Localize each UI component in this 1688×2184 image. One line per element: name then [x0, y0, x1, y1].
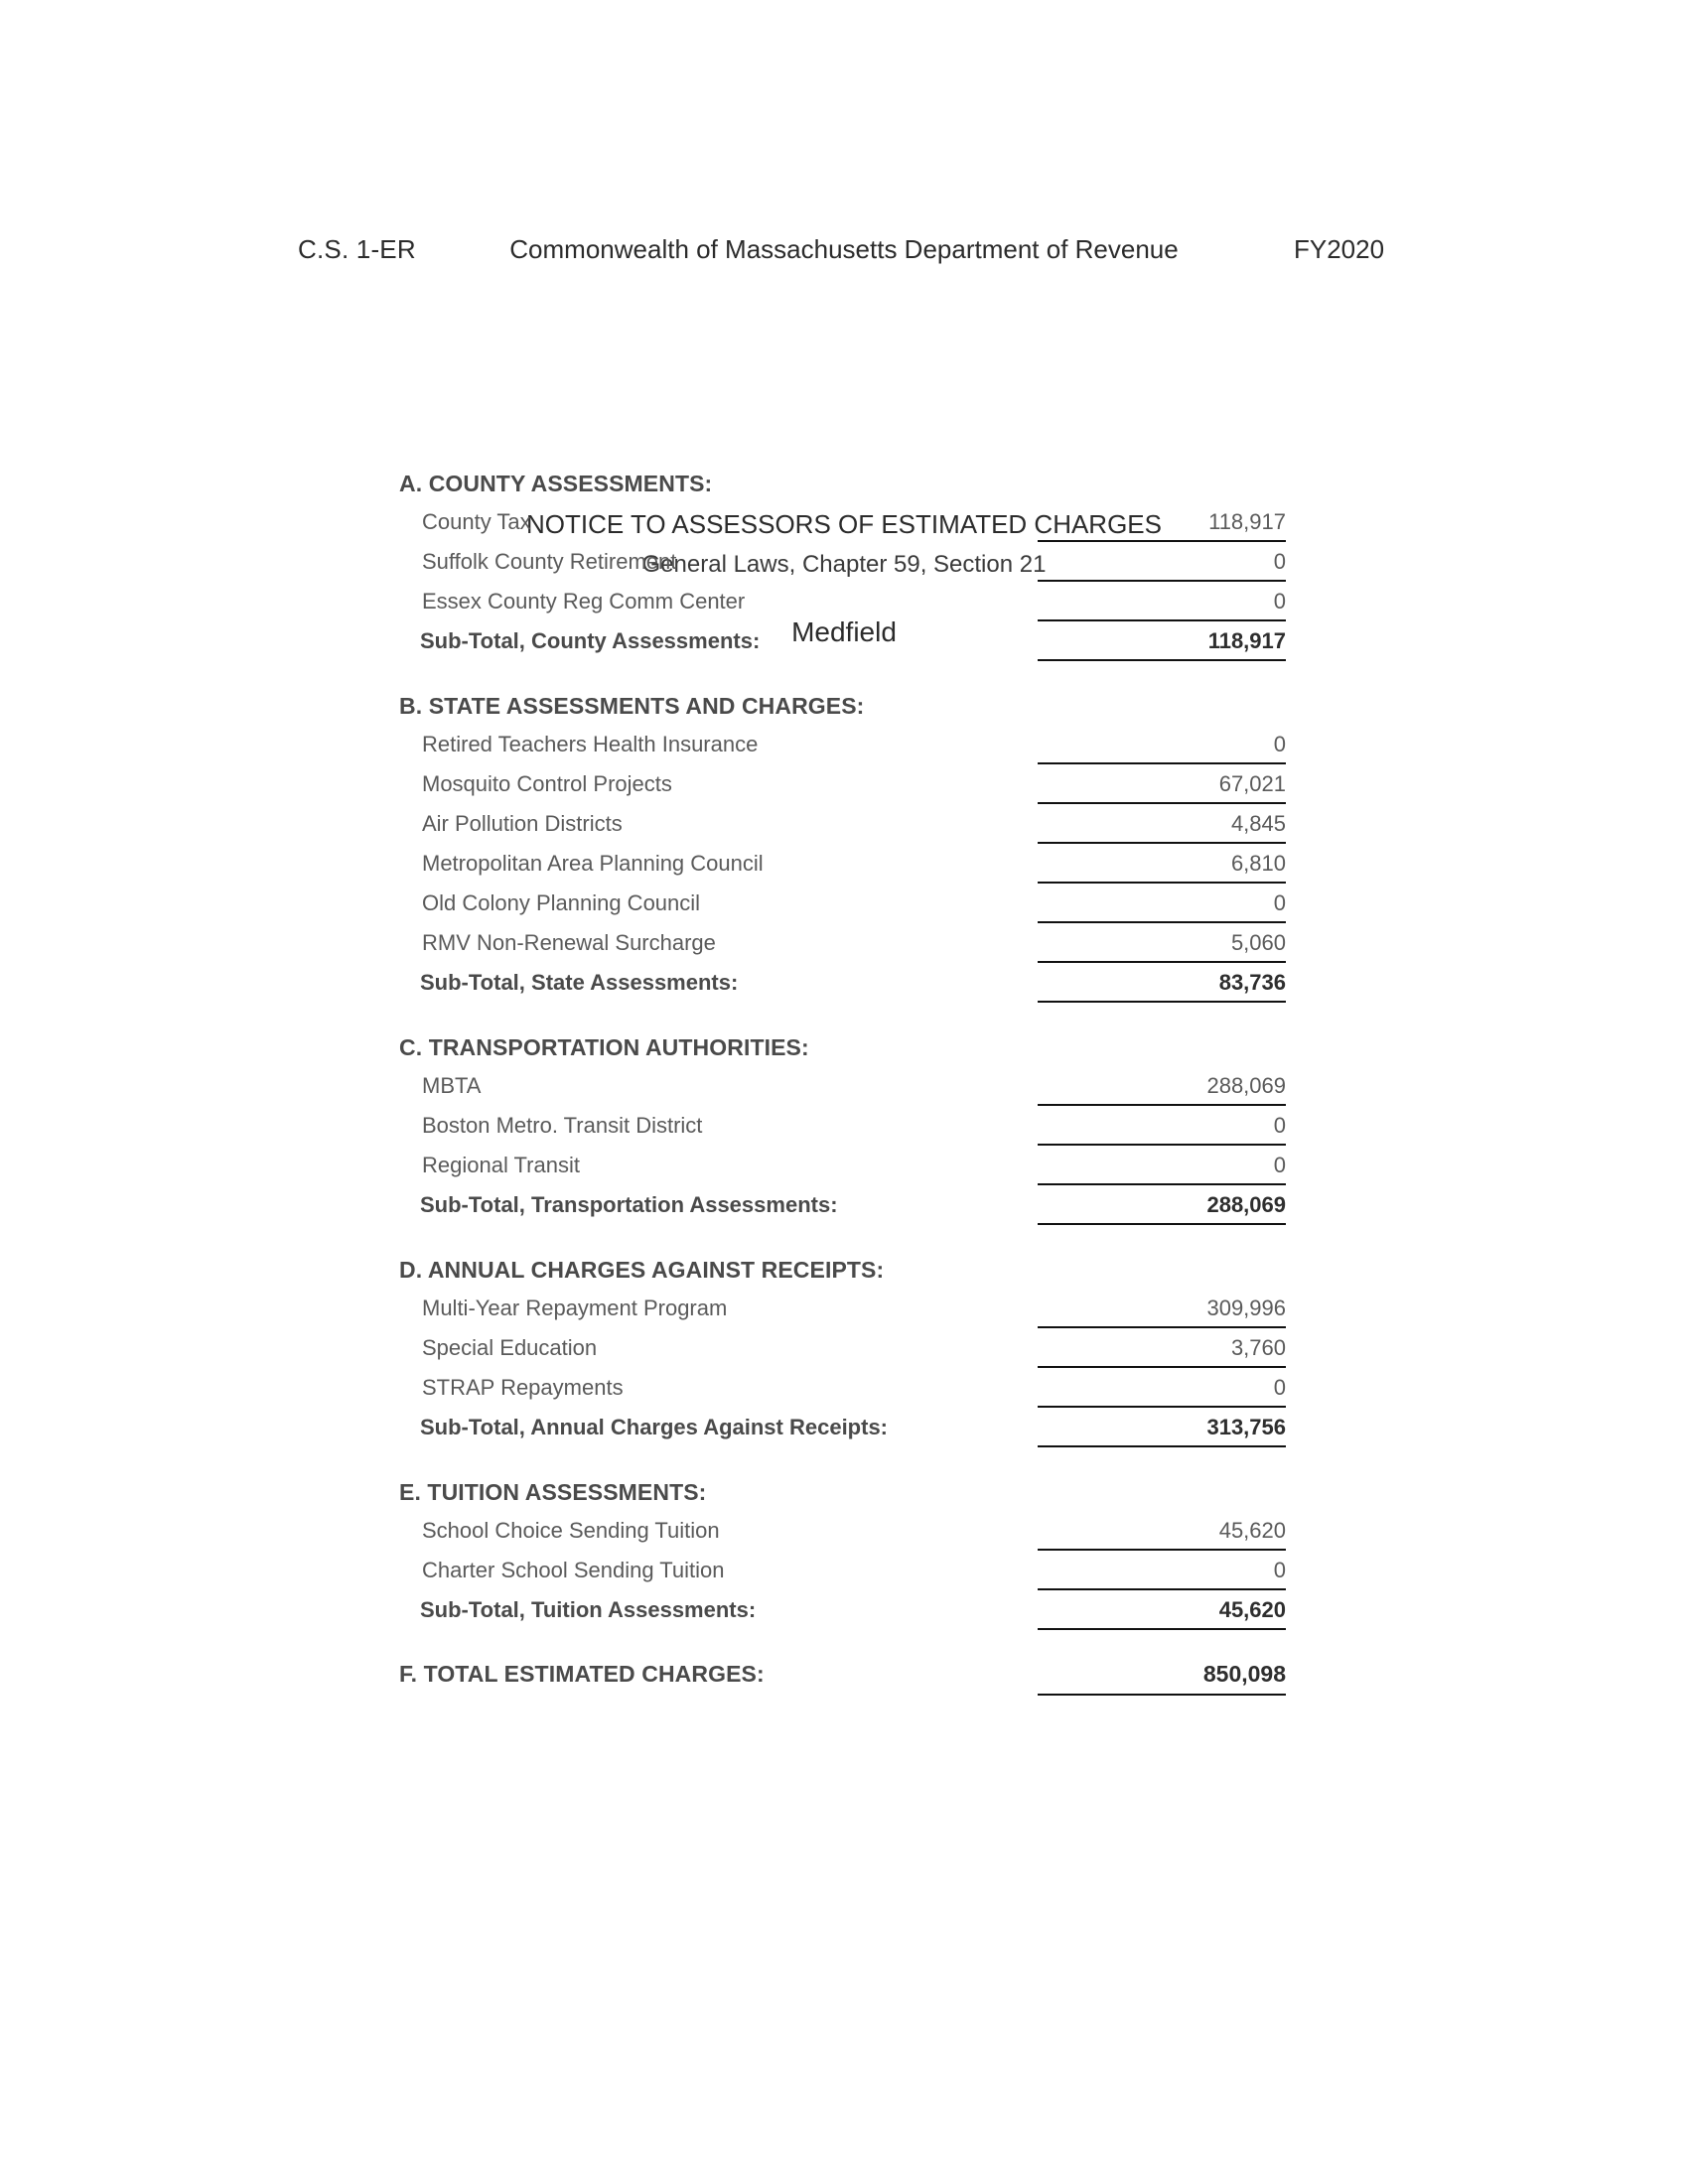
- line-item-row: [0, 1150, 1688, 1189]
- total-estimated-charges-value: 850,098: [1202, 1661, 1286, 1687]
- line-item-rule: [1038, 762, 1286, 764]
- subtotal-label: Sub-Total, State Assessments:: [420, 970, 739, 995]
- subtotal-label: Sub-Total, County Assessments:: [420, 628, 761, 653]
- line-item-value: 288,069: [1206, 1073, 1286, 1098]
- line-item-row: [0, 808, 1688, 848]
- line-item-value: 3,760: [1230, 1335, 1286, 1360]
- line-item-row: [0, 729, 1688, 768]
- line-item-rule: [1038, 540, 1286, 542]
- line-item-row: [0, 1555, 1688, 1594]
- subtotal-label: Sub-Total, Transportation Assessments:: [420, 1192, 838, 1217]
- line-item-value: 0: [1273, 1375, 1286, 1400]
- subtotal-rule: [1038, 1445, 1286, 1447]
- line-item-label: Essex County Reg Comm Center: [422, 589, 746, 614]
- section-transportation-authorities: [0, 1030, 1688, 1229]
- line-item-row: [0, 848, 1688, 887]
- line-item-row: [0, 546, 1688, 586]
- line-item-rule: [1038, 619, 1286, 621]
- line-item-row: [0, 1515, 1688, 1555]
- line-item-label: County Tax: [422, 509, 531, 534]
- line-item-value: 45,620: [1218, 1518, 1286, 1543]
- line-item-value: 0: [1273, 549, 1286, 574]
- total-estimated-charges-label: F. TOTAL ESTIMATED CHARGES:: [399, 1661, 765, 1687]
- section-annual-charges-against-receipts: [0, 1253, 1688, 1451]
- line-item-rule: [1038, 580, 1286, 582]
- subtotal-row: [0, 625, 1688, 665]
- line-item-label: Multi-Year Repayment Program: [422, 1296, 728, 1320]
- line-item-label: Suffolk County Retirement: [422, 549, 677, 574]
- line-item-row: [0, 887, 1688, 927]
- municipality-name: Medfield: [791, 616, 897, 647]
- subtotal-row: [0, 1189, 1688, 1229]
- section-heading: B. STATE ASSESSMENTS AND CHARGES:: [399, 693, 865, 719]
- line-item-row: [0, 506, 1688, 546]
- line-item-rule: [1038, 1406, 1286, 1408]
- line-item-row: [0, 927, 1688, 967]
- line-item-row: [0, 1332, 1688, 1372]
- line-item-rule: [1038, 1144, 1286, 1146]
- line-item-label: Special Education: [422, 1335, 598, 1360]
- line-item-value: 5,060: [1230, 930, 1286, 955]
- line-item-rule: [1038, 1366, 1286, 1368]
- subtotal-row: [0, 967, 1688, 1007]
- line-item-value: 0: [1273, 1558, 1286, 1582]
- line-item-value: 4,845: [1230, 811, 1286, 836]
- line-item-rule: [1038, 1326, 1286, 1328]
- line-item-rule: [1038, 1183, 1286, 1185]
- line-item-label: MBTA: [422, 1073, 482, 1098]
- line-item-row: [0, 1293, 1688, 1332]
- line-item-value: 0: [1273, 732, 1286, 756]
- subtotal-rule: [1038, 1001, 1286, 1003]
- statute-reference: General Laws, Chapter 59, Section 21: [641, 551, 1047, 578]
- line-item-label: Old Colony Planning Council: [422, 890, 701, 915]
- section-heading: E. TUITION ASSESSMENTS:: [399, 1479, 707, 1505]
- line-item-rule: [1038, 1549, 1286, 1551]
- grand-total-section: [0, 1658, 1688, 1700]
- line-item-rule: [1038, 802, 1286, 804]
- subtotal-rule: [1038, 1223, 1286, 1225]
- line-item-label: Retired Teachers Health Insurance: [422, 732, 759, 756]
- line-item-row: [0, 1110, 1688, 1150]
- total-rule: [1038, 1694, 1286, 1696]
- line-item-label: Boston Metro. Transit District: [422, 1113, 703, 1138]
- subtotal-value: 118,917: [1207, 628, 1286, 653]
- line-item-rule: [1038, 1104, 1286, 1106]
- section-state-assessments-and-charges: [0, 689, 1688, 1007]
- section-tuition-assessments: [0, 1475, 1688, 1634]
- section-heading: A. COUNTY ASSESSMENTS:: [399, 471, 713, 496]
- document-code: C.S. 1-ER: [298, 234, 416, 264]
- line-item-value: 67,021: [1218, 771, 1286, 796]
- line-item-value: 0: [1273, 1153, 1286, 1177]
- line-item-row: [0, 1070, 1688, 1110]
- subtotal-value: 288,069: [1206, 1192, 1286, 1217]
- line-item-label: Mosquito Control Projects: [422, 771, 672, 796]
- line-item-row: [0, 586, 1688, 625]
- line-item-label: RMV Non-Renewal Surcharge: [422, 930, 716, 955]
- line-item-value: 0: [1273, 1113, 1286, 1138]
- line-item-rule: [1038, 961, 1286, 963]
- line-item-value: 0: [1273, 890, 1286, 915]
- line-item-rule: [1038, 1588, 1286, 1590]
- line-item-label: Metropolitan Area Planning Council: [422, 851, 764, 876]
- subtotal-rule: [1038, 659, 1286, 661]
- line-item-value: 0: [1273, 589, 1286, 614]
- subtotal-value: 313,756: [1206, 1415, 1286, 1439]
- line-item-label: School Choice Sending Tuition: [422, 1518, 720, 1543]
- line-item-row: [0, 1372, 1688, 1412]
- line-item-rule: [1038, 882, 1286, 884]
- line-item-label: Regional Transit: [422, 1153, 580, 1177]
- line-item-label: Air Pollution Districts: [422, 811, 623, 836]
- line-item-rule: [1038, 921, 1286, 923]
- line-item-value: 309,996: [1206, 1296, 1286, 1320]
- assessments-table: [0, 467, 1688, 1700]
- total-estimated-charges-row: [0, 1658, 1688, 1700]
- section-heading: C. TRANSPORTATION AUTHORITIES:: [399, 1034, 809, 1060]
- section-heading: D. ANNUAL CHARGES AGAINST RECEIPTS:: [399, 1257, 885, 1283]
- line-item-rule: [1038, 842, 1286, 844]
- header-top-line: [0, 234, 1688, 274]
- line-item-value: 118,917: [1208, 509, 1286, 534]
- section-county-assessments: [0, 467, 1688, 665]
- line-item-row: [0, 768, 1688, 808]
- subtotal-value: 45,620: [1218, 1597, 1286, 1622]
- subtotal-rule: [1038, 1628, 1286, 1630]
- subtotal-value: 83,736: [1218, 970, 1286, 995]
- subtotal-row: [0, 1594, 1688, 1634]
- line-item-value: 6,810: [1230, 851, 1286, 876]
- notice-title: NOTICE TO ASSESSORS OF ESTIMATED CHARGES: [525, 509, 1162, 539]
- line-item-label: Charter School Sending Tuition: [422, 1558, 725, 1582]
- fiscal-year: FY2020: [1294, 234, 1385, 264]
- department-title: Commonwealth of Massachusetts Department of Revenue: [509, 234, 1179, 264]
- assessment-sections: [0, 467, 1688, 1634]
- line-item-label: STRAP Repayments: [422, 1375, 624, 1400]
- subtotal-row: [0, 1412, 1688, 1451]
- subtotal-label: Sub-Total, Tuition Assessments:: [420, 1597, 757, 1622]
- subtotal-label: Sub-Total, Annual Charges Against Receipts:: [420, 1415, 889, 1439]
